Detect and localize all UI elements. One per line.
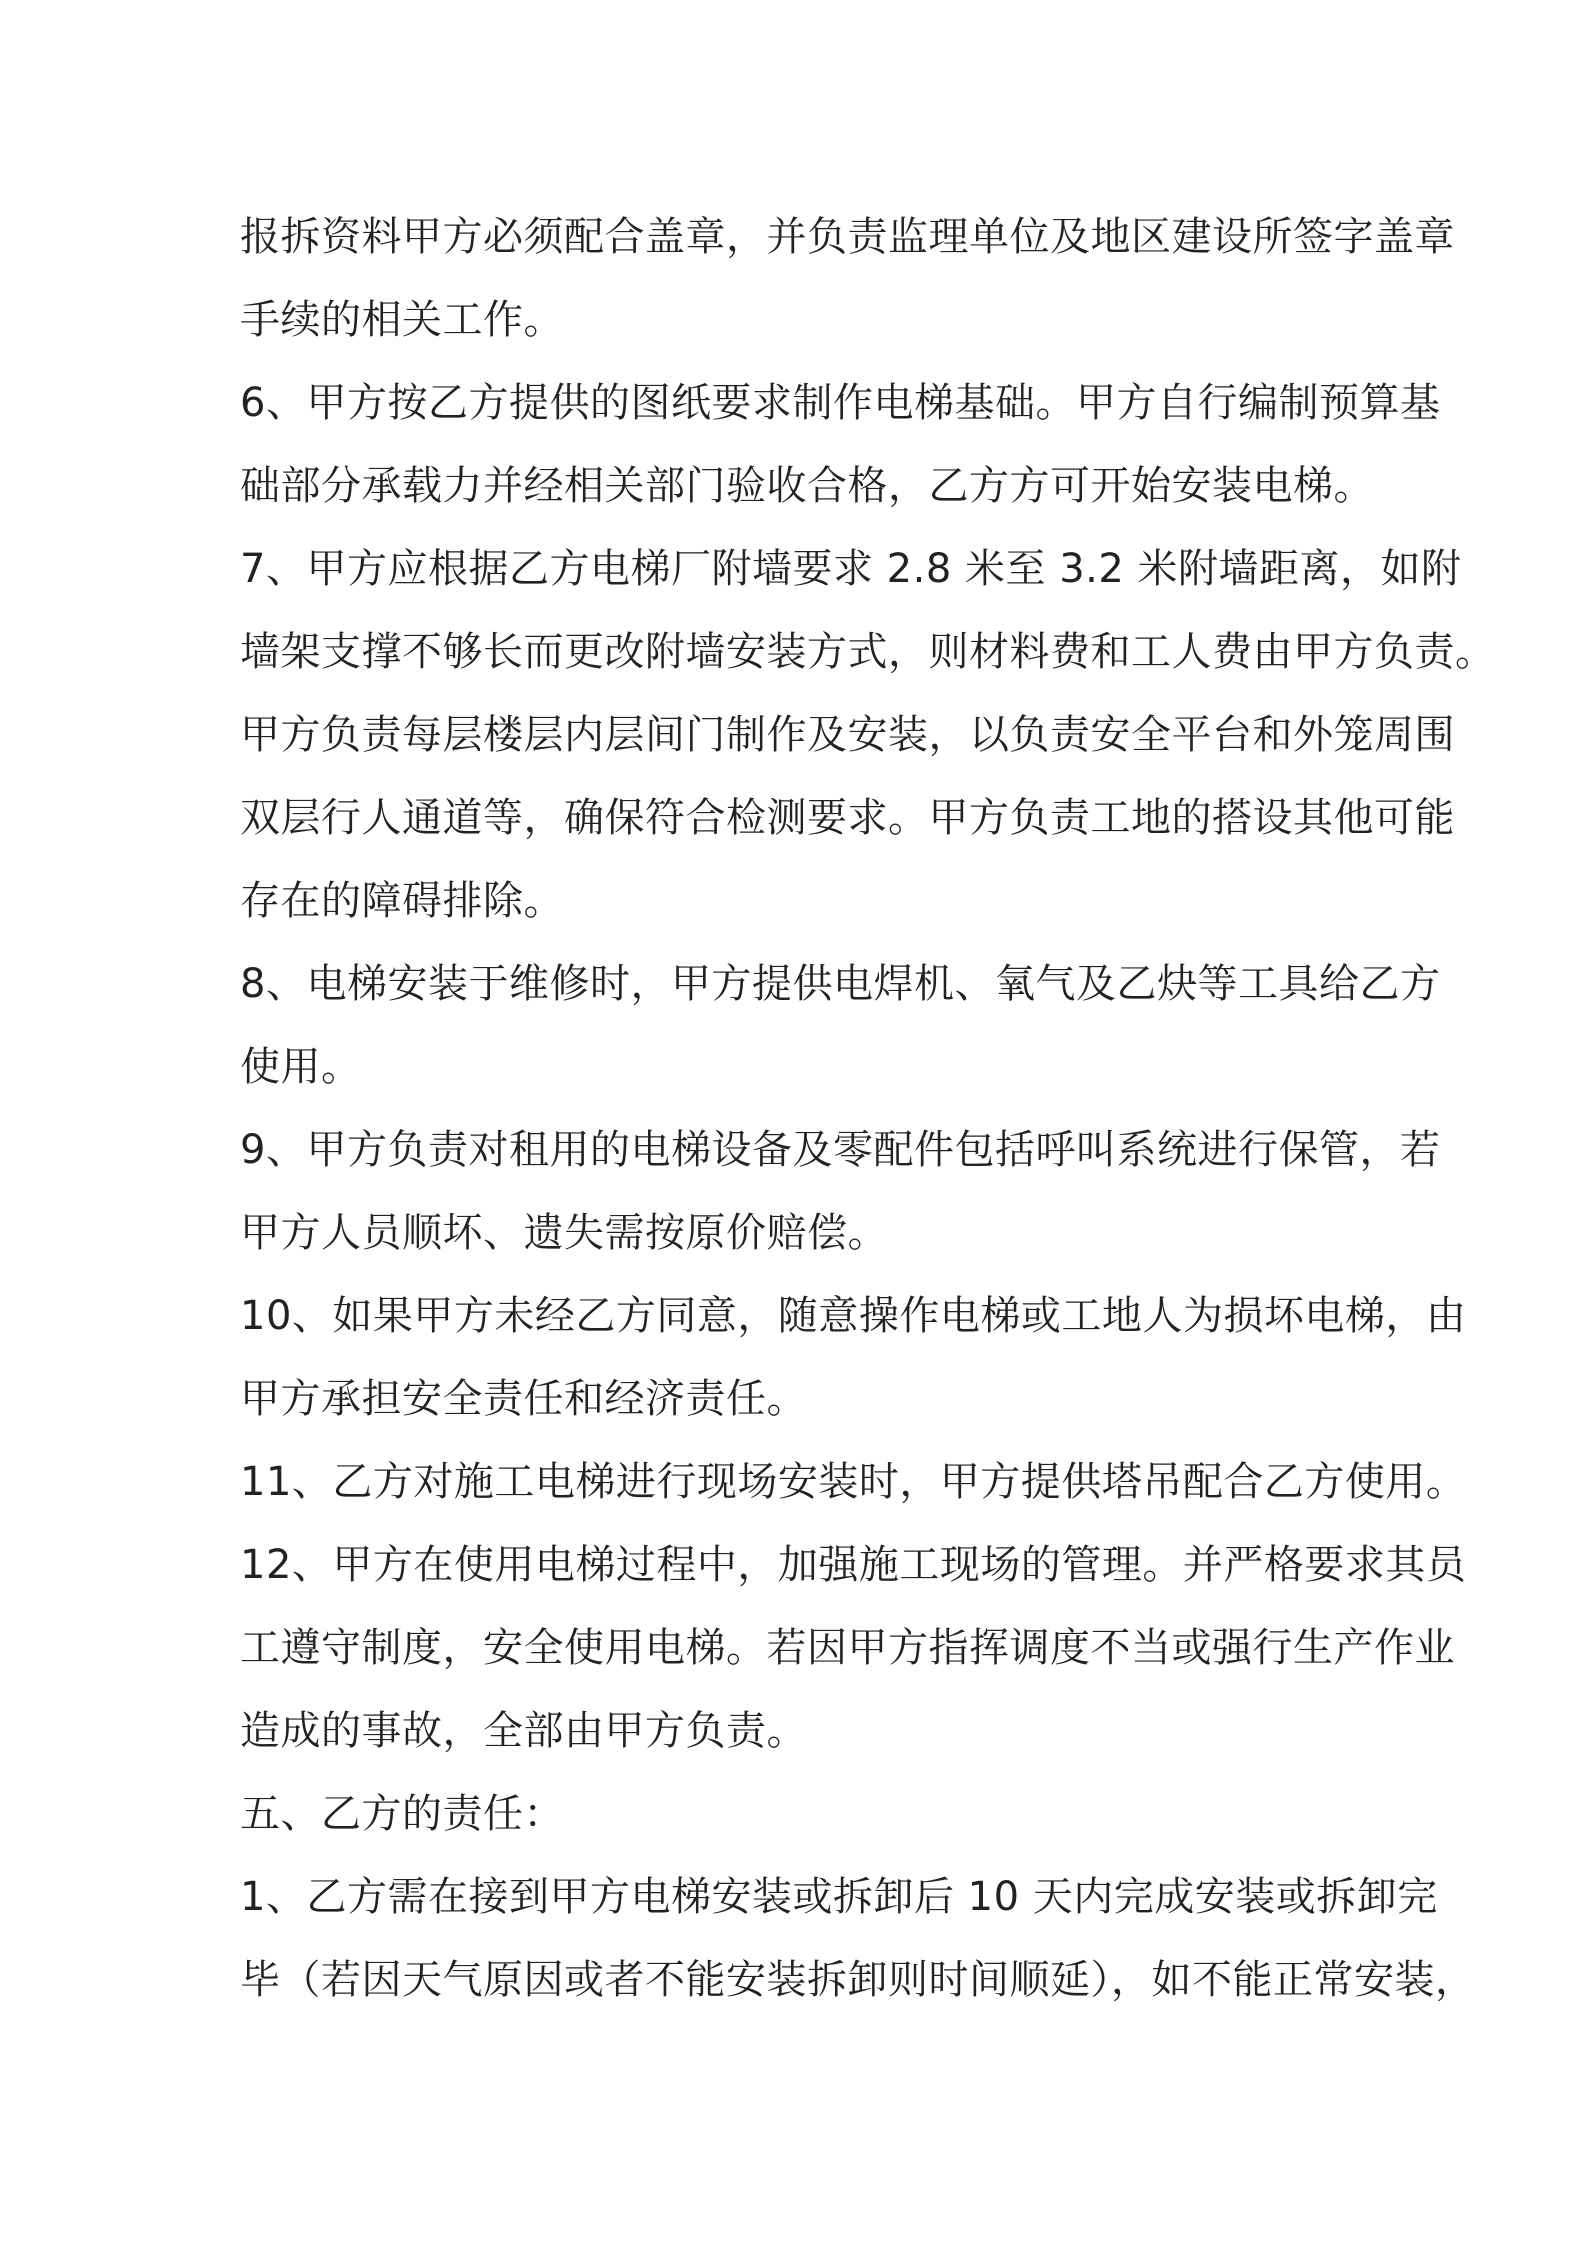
text-line: 甲方负责每层楼层内层间门制作及安装，以负责安全平台和外笼周围 xyxy=(240,712,1455,758)
document-body xyxy=(240,196,1496,2022)
text-line: 1、乙方需在接到甲方电梯安装或拆卸后 10 天内完成安装或拆卸完 xyxy=(240,1874,1438,1920)
text-line: 使用。 xyxy=(240,1044,362,1090)
text-line: 工遵守制度，安全使用电梯。若因甲方指挥调度不当或强行生产作业 xyxy=(240,1625,1455,1671)
text-line: 手续的相关工作。 xyxy=(240,297,564,343)
text-line: 7、甲方应根据乙方电梯厂附墙要求 2.8 米至 3.2 米附墙距离，如附 xyxy=(240,546,1462,592)
text-line: 造成的事故，全部由甲方负责。 xyxy=(240,1708,807,1754)
text-line: 6、甲方按乙方提供的图纸要求制作电梯基础。甲方自行编制预算基 xyxy=(240,380,1441,426)
text-line: 9、甲方负责对租用的电梯设备及零配件包括呼叫系统进行保管，若 xyxy=(240,1127,1441,1173)
text-line: 甲方承担安全责任和经济责任。 xyxy=(240,1376,807,1422)
text-line: 毕（若因天气原因或者不能安装拆卸则时间顺延），如不能正常安装， xyxy=(240,1957,1476,2003)
text-line: 双层行人通道等，确保符合检测要求。甲方负责工地的搭设其他可能 xyxy=(240,795,1455,841)
text-line: 础部分承载力并经相关部门验收合格，乙方方可开始安装电梯。 xyxy=(240,463,1374,509)
text-line: 甲方人员顺坏、遗失需按原价赔偿。 xyxy=(240,1210,888,1256)
text-line: 报拆资料甲方必须配合盖章，并负责监理单位及地区建设所签字盖章 xyxy=(240,214,1455,260)
text-line: 存在的障碍排除。 xyxy=(240,878,564,924)
text-line: 10、如果甲方未经乙方同意，随意操作电梯或工地人为损坏电梯，由 xyxy=(240,1293,1467,1339)
text-line: 11、乙方对施工电梯进行现场安装时，甲方提供塔吊配合乙方使用。 xyxy=(240,1459,1467,1505)
text-line: 墙架支撑不够长而更改附墙安装方式，则材料费和工人费由甲方负责。 xyxy=(240,629,1496,675)
text-line: 8、电梯安装于维修时，甲方提供电焊机、氧气及乙炔等工具给乙方 xyxy=(240,961,1441,1007)
section-heading: 五、乙方的责任： xyxy=(240,1791,564,1837)
text-line: 12、甲方在使用电梯过程中，加强施工现场的管理。并严格要求其员 xyxy=(240,1542,1467,1588)
